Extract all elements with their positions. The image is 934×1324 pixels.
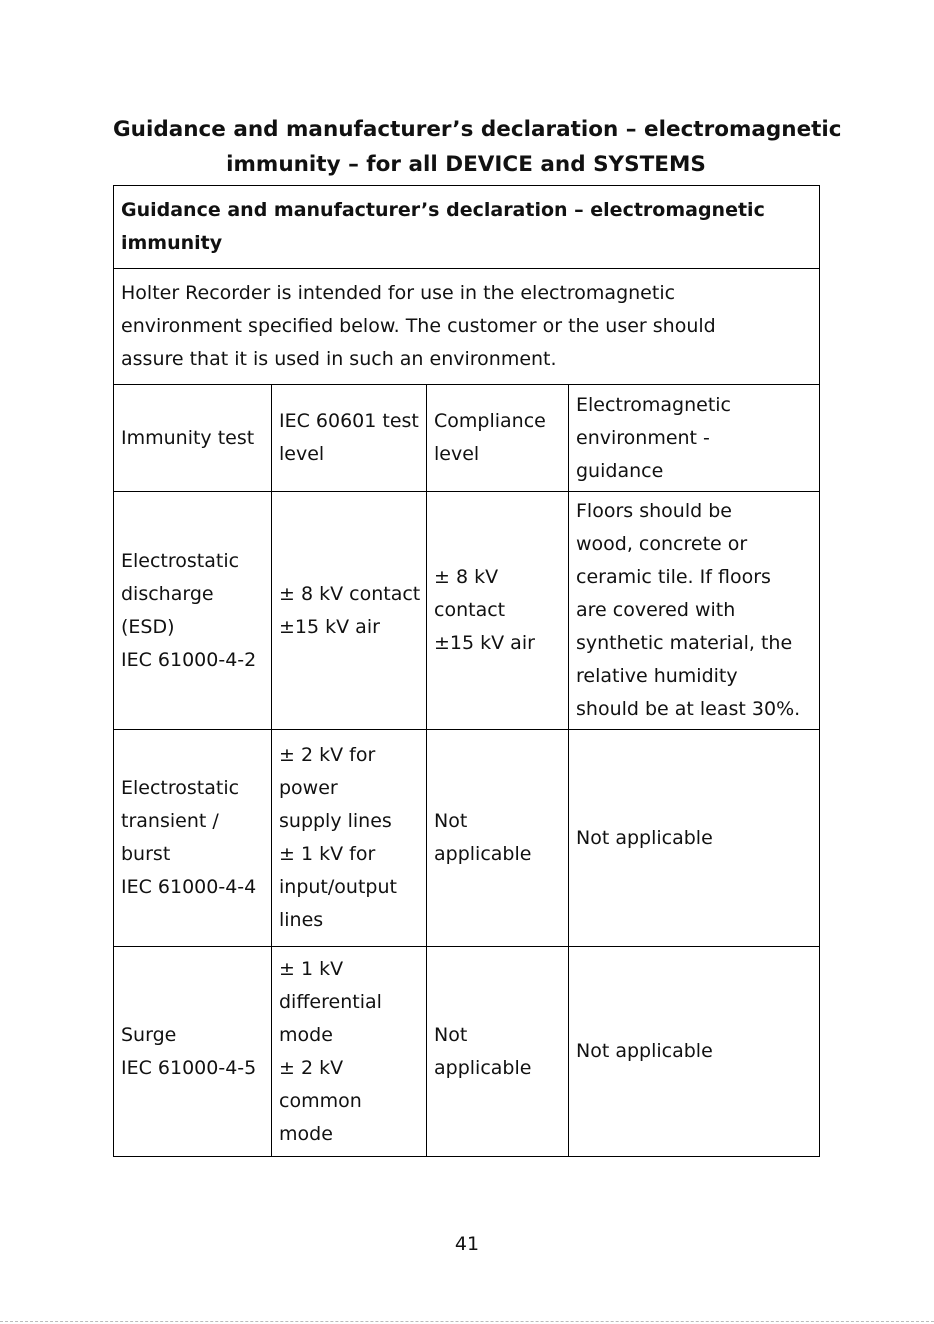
table-header-line: Guidance and manufacturer’s declaration – electromagnetic (121, 199, 765, 221)
column-header-text: level (434, 443, 480, 465)
page-title (113, 112, 842, 182)
table-row (114, 947, 820, 1157)
column-header-compliance-level (427, 385, 569, 492)
cell-guidance (569, 730, 820, 947)
cell-line: applicable (434, 843, 532, 865)
cell-compliance-level (427, 947, 569, 1157)
table-header-row (114, 186, 820, 269)
cell-line: ±15 kV air (279, 615, 380, 638)
cell-guidance (569, 492, 820, 730)
cell-line: are covered with (576, 599, 736, 621)
cell-line: burst (121, 843, 171, 865)
cell-test-level (272, 730, 427, 947)
cell-line: mode (279, 1122, 333, 1145)
cell-line: Floors should be (576, 500, 732, 522)
page-title-line-1: Guidance and manufacturer’s declaration – electromagnetic (113, 117, 842, 142)
column-header-text: Electromagnetic (576, 393, 732, 416)
cell-line: ±15 kV air (434, 632, 535, 654)
cell-line: Not (434, 1023, 468, 1046)
cell-line: Electrostatic (121, 549, 240, 572)
column-header-row (114, 385, 820, 492)
cell-line: supply lines (279, 810, 392, 832)
cell-line: transient / (121, 810, 219, 832)
column-header-test-level (272, 385, 427, 492)
cell-line: lines (279, 909, 324, 931)
cell-line: Not (434, 810, 468, 832)
table-intro-row (114, 269, 820, 385)
cell-immunity-test (114, 947, 272, 1157)
cell-line: ± 1 kV (279, 957, 344, 980)
cell-guidance (569, 947, 820, 1157)
cell-line: contact (434, 599, 506, 621)
cell-line: input/output (279, 876, 397, 898)
intro-line: environment specified below. The customer or the user should (121, 315, 716, 337)
page-number: 41 (454, 1233, 480, 1255)
cell-compliance-level (427, 492, 569, 730)
table-row (114, 730, 820, 947)
column-header-text: level (279, 443, 325, 465)
cell-line: IEC 61000-4-2 (121, 648, 257, 671)
cell-line: synthetic material, the (576, 632, 793, 654)
column-header-immunity-test (114, 385, 272, 492)
table-row (114, 492, 820, 730)
cell-line: power (279, 777, 338, 799)
cell-line: Surge (121, 1023, 177, 1046)
cell-line: applicable (434, 1056, 532, 1079)
page-bottom-rule (0, 1321, 934, 1322)
cell-line: Not applicable (576, 826, 713, 849)
intro-line: Holter Recorder is intended for use in the electromagnetic (121, 282, 676, 304)
column-header-text: guidance (576, 459, 664, 482)
cell-line: should be at least 30%. (576, 698, 801, 720)
cell-compliance-level (427, 730, 569, 947)
cell-test-level (272, 947, 427, 1157)
cell-immunity-test (114, 730, 272, 947)
cell-line: IEC 61000-4-4 (121, 876, 257, 898)
emc-immunity-table (113, 185, 820, 1157)
cell-line: wood, concrete or (576, 533, 748, 555)
cell-line: common (279, 1089, 362, 1112)
cell-line: ± 8 kV contact (279, 582, 421, 605)
column-header-text: environment - (576, 426, 710, 449)
cell-line: ceramic tile. If floors (576, 566, 771, 588)
table-header-cell (114, 186, 820, 269)
table-header-line: immunity (121, 232, 223, 254)
cell-line: ± 2 kV for (279, 744, 376, 766)
cell-line: ± 8 kV (434, 566, 499, 588)
column-header-guidance (569, 385, 820, 492)
cell-line: ± 1 kV for (279, 843, 376, 865)
cell-line: discharge (121, 582, 214, 605)
column-header-text: Compliance (434, 410, 546, 432)
cell-test-level (272, 492, 427, 730)
column-header-text: IEC 60601 test (279, 410, 419, 432)
cell-line: mode (279, 1023, 333, 1046)
cell-line: Electrostatic (121, 777, 240, 799)
cell-line: ± 2 kV (279, 1056, 344, 1079)
column-header-text: Immunity test (121, 426, 255, 449)
cell-line: differential (279, 990, 382, 1013)
cell-line: Not applicable (576, 1040, 713, 1062)
intro-line: assure that it is used in such an environment. (121, 348, 557, 370)
table-intro-cell (114, 269, 820, 385)
cell-line: (ESD) (121, 615, 175, 638)
cell-line: IEC 61000-4-5 (121, 1056, 257, 1079)
page-title-line-2: immunity – for all DEVICE and SYSTEMS (226, 152, 706, 177)
cell-line: relative humidity (576, 665, 738, 687)
cell-immunity-test (114, 492, 272, 730)
